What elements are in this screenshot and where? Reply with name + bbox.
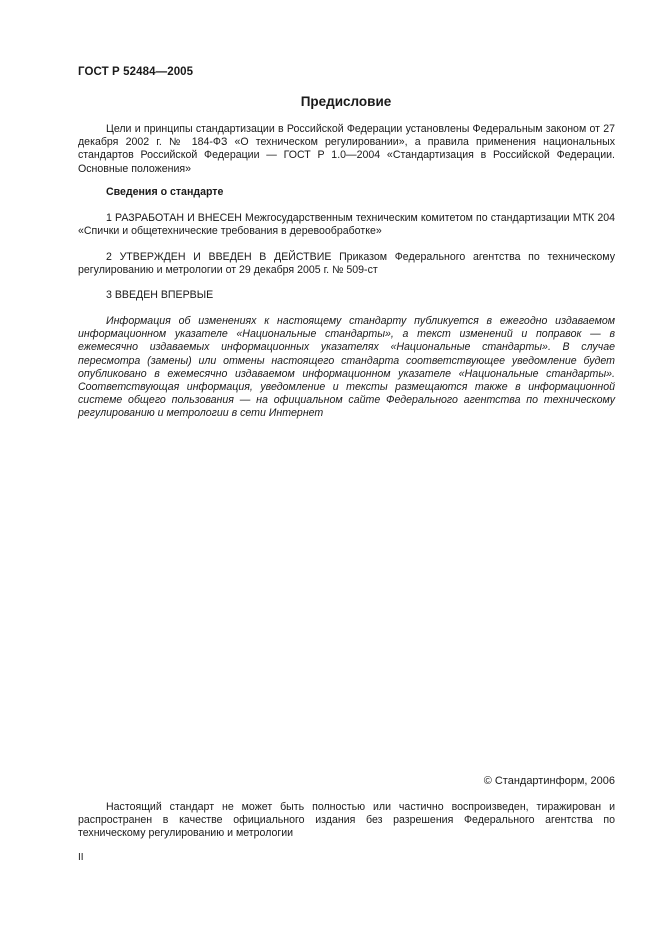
page-number: II	[78, 852, 84, 863]
intro-text: Цели и принципы стандартизации в Российской Федерации установлены Федеральным законом от 27 декабря 2002 г. № 184-ФЗ «О техническом регулировании», а правила применения национальных стандартов Российской Федерации — ГОСТ Р 1.0—2004 «Стандартизация в Российской Федерации. Основные положения»	[78, 123, 615, 175]
document-code: ГОСТ Р 52484—2005	[78, 66, 194, 78]
item-1-text: 1 РАЗРАБОТАН И ВНЕСЕН Межгосударственным техническим комитетом по стандартизации МТК 204 «Спички и общетехнические требования в деревообработке»	[78, 212, 615, 238]
copyright-notice: © Стандартинформ, 2006	[483, 775, 615, 787]
list-item	[78, 289, 615, 302]
page-title: Предисловие	[300, 94, 392, 109]
list-item	[78, 251, 615, 277]
reproduction-text: Настоящий стандарт не может быть полностью или частично воспроизведен, тиражирован и распространен в качестве официального издания без разрешения Федерального агентства по техническому регулированию и метрологии	[78, 801, 615, 840]
reproduction-paragraph	[78, 801, 615, 841]
item-3-text: 3 ВВЕДЕН ВПЕРВЫЕ	[106, 289, 214, 301]
notice-paragraph	[78, 315, 615, 421]
notice-text: Информация об изменениях к настоящему стандарту публикуется в ежегодно издаваемом информационном указателе «Национальные стандарты», а текст изменений и поправок — в ежемесячно издаваемых информационных указателях «Национальные стандарты». В случае пересмотра (замены) или отмены настоящего стандарта соответствующее уведомление будет опубликовано в ежемесячно издаваемом информационном указателе «Национальные стандарты». Соответствующая информация, уведомление и тексты размещаются также в информационной системе общего пользования — на официальном сайте Федерального агентства по техническому регулированию и метрологии в сети Интернет	[78, 315, 615, 420]
section-heading: Сведения о стандарте	[106, 186, 224, 198]
intro-paragraph	[78, 123, 615, 176]
list-item	[78, 212, 615, 238]
item-2-text: 2 УТВЕРЖДЕН И ВВЕДЕН В ДЕЙСТВИЕ Приказом Федерального агентства по техническому регулированию и метрологии от 29 декабря 2005 г. № 509-ст	[78, 251, 615, 277]
